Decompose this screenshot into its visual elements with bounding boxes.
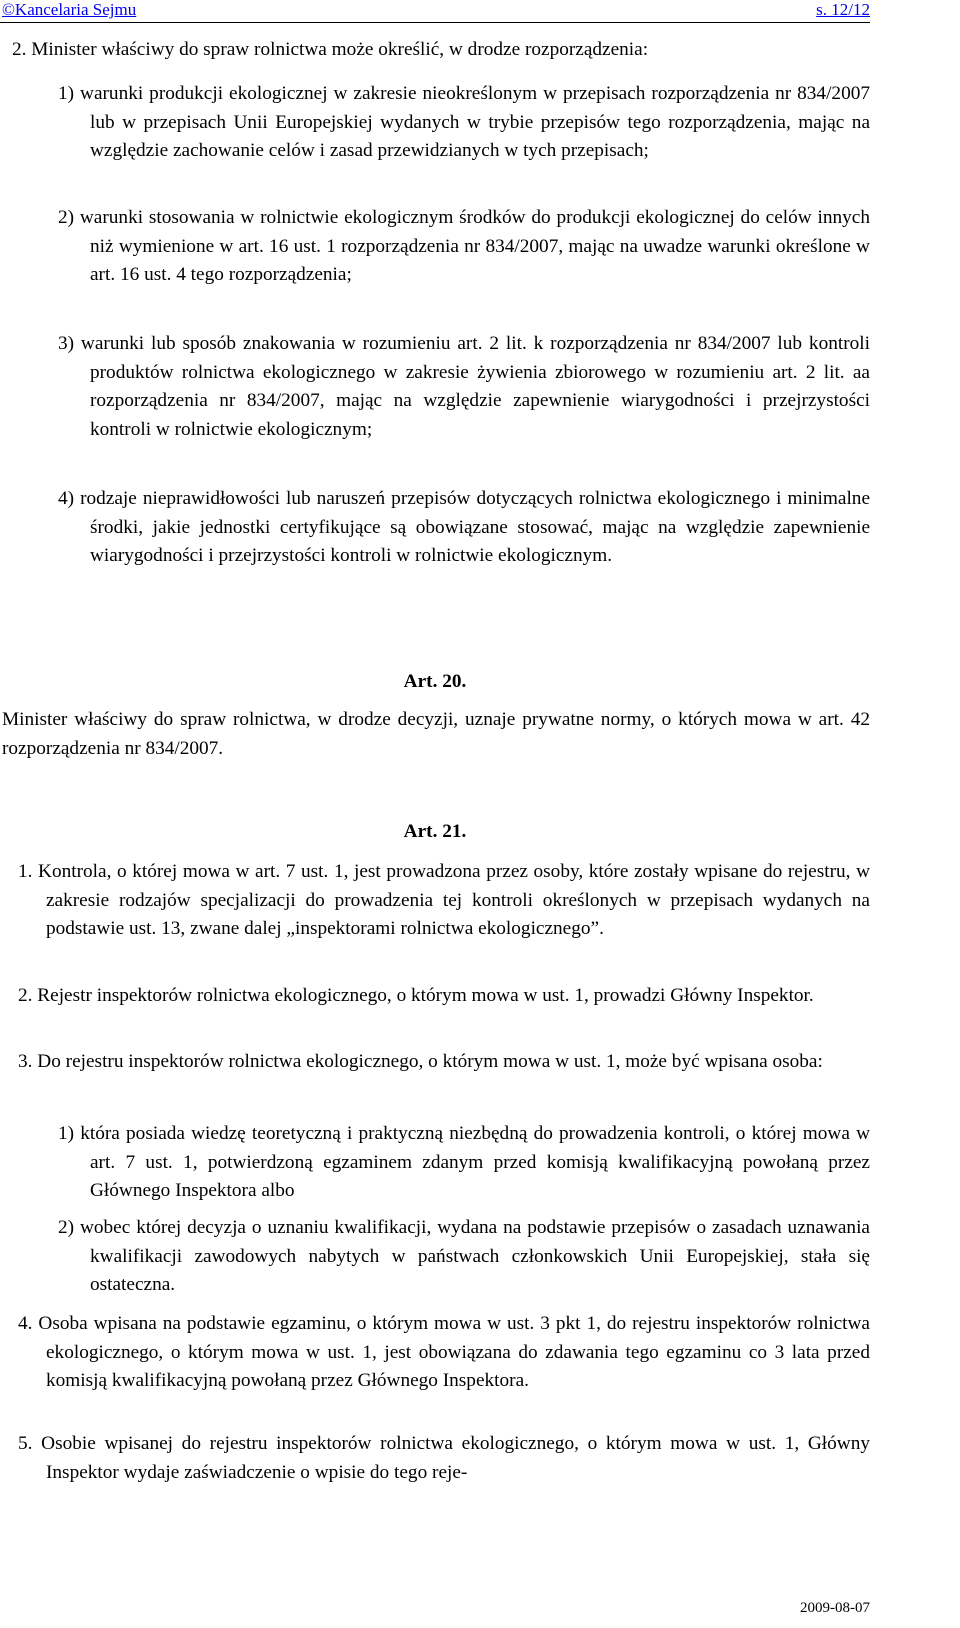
art21-para-3: 3. Do rejestru inspektorów rolnictwa ekologicznego, o którym mowa w ust. 1, może być wpisana osoba: xyxy=(18,1051,823,1072)
art21-title: Art. 21. xyxy=(403,821,467,842)
header-copyright[interactable]: ©Kancelaria Sejmu xyxy=(2,0,137,19)
art21-para-3-item-1: 1) która posiada wiedzę teoretyczną i praktyczną niezbędną do prowadzenia kontroli, o której mowa w art. 7 ust. 1, potwierdzoną egzaminem zdanym przed komisją kwalifikacyjną powołaną przez Głównego Inspektora albo xyxy=(58,1123,870,1202)
sec2-item-3: 3) warunki lub sposób znakowania w rozumieniu art. 2 lit. k rozporządzenia nr 834/2007 lub kontroli produktów rolnictwa ekologicznego w zakresie żywienia zbiorowego w rozumieniu art. 2 lit. aa rozporządzenia nr 834/2007, mając na względzie zapewnienie wiarygodności i przejrzystości kontroli w rolnictwie ekologicznym; xyxy=(58,333,870,440)
art20-title: Art. 20. xyxy=(403,671,467,692)
art20-text: Minister właściwy do spraw rolnictwa, w drodze decyzji, uznaje prywatne normy, o których mowa w art. 42 rozporządzenia nr 834/2007. xyxy=(2,709,870,759)
sec2-item-1: 1) warunki produkcji ekologicznej w zakresie nieokreślonym w przepisach rozporządzenia nr 834/2007 lub w przepisach Unii Europejskiej wydanych w trybie przepisów tego rozporządzenia, mając na względzie zachowanie celów i zasad przewidzianych w tych przepisach; xyxy=(58,83,870,162)
sec2-item-4: 4) rodzaje nieprawidłowości lub naruszeń przepisów dotyczących rolnictwa ekologicznego i minimalne środki, jakie jednostki certyfikujące są obowiązane stosować, mając na względzie zapewnienie wiarygodności i przejrzystości kontroli w rolnictwie ekologicznym. xyxy=(58,488,870,567)
footer-date: 2009-08-07 xyxy=(800,1600,870,1616)
header-page-number[interactable]: s. 12/12 xyxy=(816,0,870,19)
art21-para-4: 4. Osoba wpisana na podstawie egzaminu, o którym mowa w ust. 3 pkt 1, do rejestru inspektorów rolnictwa ekologicznego, o którym mowa w ust. 1, jest obowiązana do zdawania tego egzaminu co 3 lata przed komisją kwalifikacyjną powołaną przez Głównego Inspektora. xyxy=(18,1313,870,1392)
art21-para-1: 1. Kontrola, o której mowa w art. 7 ust. 1, jest prowadzona przez osoby, które zostały wpisane do rejestru, w zakresie rodzajów specjalizacji do prowadzenia tej kontroli określonych w przepisach wydanych na podstawie ust. 13, zwane dalej „inspektorami rolnictwa ekologicznego”. xyxy=(18,861,870,940)
sec2-intro: 2. Minister właściwy do spraw rolnictwa może określić, w drodze rozporządzenia: xyxy=(12,39,649,60)
art21-para-2: 2. Rejestr inspektorów rolnictwa ekologicznego, o którym mowa w ust. 1, prowadzi Główny Inspektor. xyxy=(18,985,814,1006)
art21-para-3-item-2: 2) wobec której decyzja o uznaniu kwalifikacji, wydana na podstawie przepisów o zasadach uznawania kwalifikacji zawodowych nabytych w państwach członkowskich Unii Europejskiej, stała się ostateczna. xyxy=(58,1217,870,1296)
art21-para-5: 5. Osobie wpisanej do rejestru inspektorów rolnictwa ekologicznego, o którym mowa w ust. 1, Główny Inspektor wydaje zaświadczenie o wpisie do tego reje- xyxy=(18,1433,870,1483)
page-header xyxy=(0,0,870,23)
sec2-item-2: 2) warunki stosowania w rolnictwie ekologicznym środków do produkcji ekologicznej do celów innych niż wymienione w art. 16 ust. 1 rozporządzenia nr 834/2007, mając na uwadze warunki określone w art. 16 ust. 4 tego rozporządzenia; xyxy=(58,207,870,286)
